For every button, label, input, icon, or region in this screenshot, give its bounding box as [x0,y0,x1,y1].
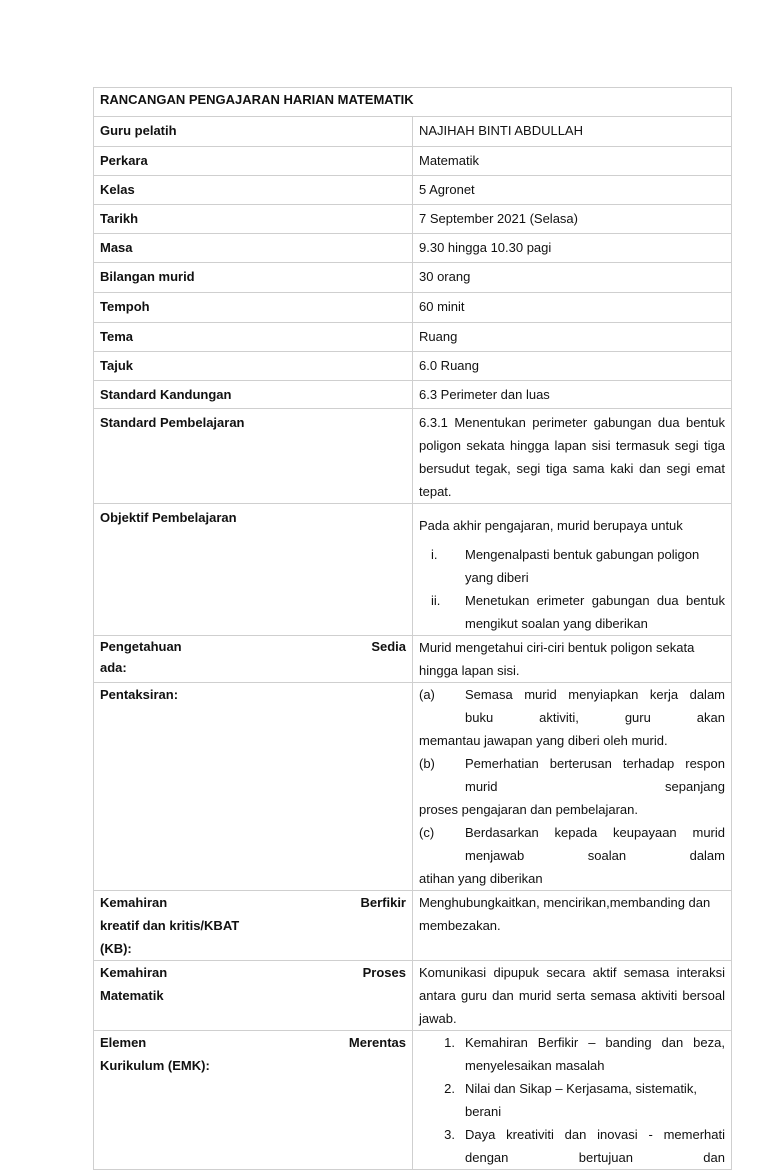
row-guru [94,117,732,147]
label-word: Kemahiran [100,965,168,980]
row-tempoh [94,293,732,323]
row-value: 60 minit [413,293,732,323]
label-word: Merentas [348,1035,406,1050]
lesson-plan-table [93,87,732,1170]
row-value: 6.0 Ruang [413,352,732,381]
row-value: NAJIHAH BINTI ABDULLAH [413,117,732,147]
label-word: Elemen [100,1035,147,1050]
page-title: RANCANGAN PENGAJARAN HARIAN MATEMATIK [94,88,732,117]
list-item-number: ii. [431,593,441,608]
assessment-tag: (c) [419,825,435,840]
list-item-text: Mengenalpasti bentuk gabungan poligon yang diberi [465,547,700,585]
list-item-text: Daya kreativiti dan inovasi - memerhati dengan bertujuan dan [465,1127,725,1165]
label-word: (KB): [100,941,132,956]
list-item-text: Menetukan erimeter gabungan dua bentuk mengikut soalan yang diberikan [465,593,725,631]
list-item-number: 2. [444,1081,455,1096]
row-label: Perkara [94,147,413,176]
row-value: Matematik [413,147,732,176]
row-value: 7 September 2021 (Selasa) [413,205,732,234]
row-value: Murid mengetahui ciri-ciri bentuk poligon sekata hingga lapan sisi. [413,636,732,683]
row-value: Komunikasi dipupuk secara aktif semasa interaksi antara guru dan murid serta semasa aktiviti bersoal jawab. [413,961,732,1031]
label-word: Proses [362,965,406,980]
emk-list [419,1031,725,1169]
assessment-text: Berdasarkan kepada keupayaan murid menjawab soalan dalam [465,825,725,863]
row-bilangan [94,263,732,293]
assessment-text: Semasa murid menyiapkan kerja dalam buku aktiviti, guru akan [465,687,725,725]
row-kelas [94,176,732,205]
label-word: Berfikir [360,895,406,910]
assessment-item [419,821,725,890]
row-value [413,1031,732,1170]
row-objektif [94,504,732,636]
objective-intro: Pada akhir pengajaran, murid berupaya untuk [419,518,683,533]
list-item [419,1077,725,1123]
row-kbat [94,891,732,961]
row-perkara [94,147,732,176]
label-word: Kurikulum (EMK): [100,1058,210,1073]
list-item-text: Nilai dan Sikap – Kerjasama, sistematik, berani [465,1081,697,1119]
row-standard-kandungan [94,381,732,409]
list-item-number: 1. [444,1035,455,1050]
list-item [419,1031,725,1077]
row-value: 5 Agronet [413,176,732,205]
row-label: Objektif Pembelajaran [94,504,413,636]
row-value: 30 orang [413,263,732,293]
list-item-number: i. [431,547,438,562]
row-label: Bilangan murid [94,263,413,293]
assessment-tag: (b) [419,756,435,771]
row-value: 6.3.1 Menentukan perimeter gabungan dua bentuk poligon sekata hingga lapan sisi termasuk segi tiga bersudut tegak, segi tiga sama kaki dan segi emat tepat. [413,409,732,504]
label-word: Matematik [100,988,164,1003]
lesson-plan-sheet [93,87,732,1170]
label-word: ada: [100,660,127,675]
assessment-item [419,752,725,821]
row-tajuk [94,352,732,381]
row-value [413,504,732,636]
row-tarikh [94,205,732,234]
row-label: Masa [94,234,413,263]
assessment-tag: (a) [419,687,435,702]
label-word: Sedia [371,639,406,654]
list-item [419,589,725,635]
row-value [413,683,732,891]
list-item-text: Kemahiran Berfikir – banding dan beza, menyelesaikan masalah [465,1035,725,1073]
row-value: Menghubungkaitkan, mencirikan,membanding dan membezakan. [413,891,732,961]
row-tema [94,323,732,352]
row-label [94,891,413,961]
table-title-row [94,88,732,117]
list-item [419,1123,725,1169]
assessment-text-cont: proses pengajaran dan pembelajaran. [419,802,638,817]
row-label: Guru pelatih [94,117,413,147]
row-label: Standard Pembelajaran [94,409,413,504]
row-pengetahuan-sedia [94,636,732,683]
row-value: Ruang [413,323,732,352]
row-label [94,1031,413,1170]
assessment-text-cont: memantau jawapan yang diberi oleh murid. [419,733,668,748]
row-label: Kelas [94,176,413,205]
label-word: Pengetahuan [100,639,182,654]
assessment-item [419,683,725,752]
row-label [94,636,413,683]
row-label: Standard Kandungan [94,381,413,409]
label-word: kreatif dan kritis/KBAT [100,918,240,933]
row-value: 9.30 hingga 10.30 pagi [413,234,732,263]
row-label [94,961,413,1031]
row-label: Pentaksiran: [94,683,413,891]
list-item [419,543,725,589]
row-value: 6.3 Perimeter dan luas [413,381,732,409]
assessment-text: Pemerhatian berterusan terhadap respon murid sepanjang [465,756,725,794]
row-label: Tarikh [94,205,413,234]
row-label: Tempoh [94,293,413,323]
row-emk [94,1031,732,1170]
label-word: Kemahiran [100,895,168,910]
objective-list [419,543,725,635]
row-pentaksiran [94,683,732,891]
row-label: Tema [94,323,413,352]
list-item-number: 3. [444,1127,455,1142]
assessment-text-cont: atihan yang diberikan [419,871,543,886]
row-standard-pembelajaran [94,409,732,504]
row-masa [94,234,732,263]
row-label: Tajuk [94,352,413,381]
row-kemahiran-proses [94,961,732,1031]
